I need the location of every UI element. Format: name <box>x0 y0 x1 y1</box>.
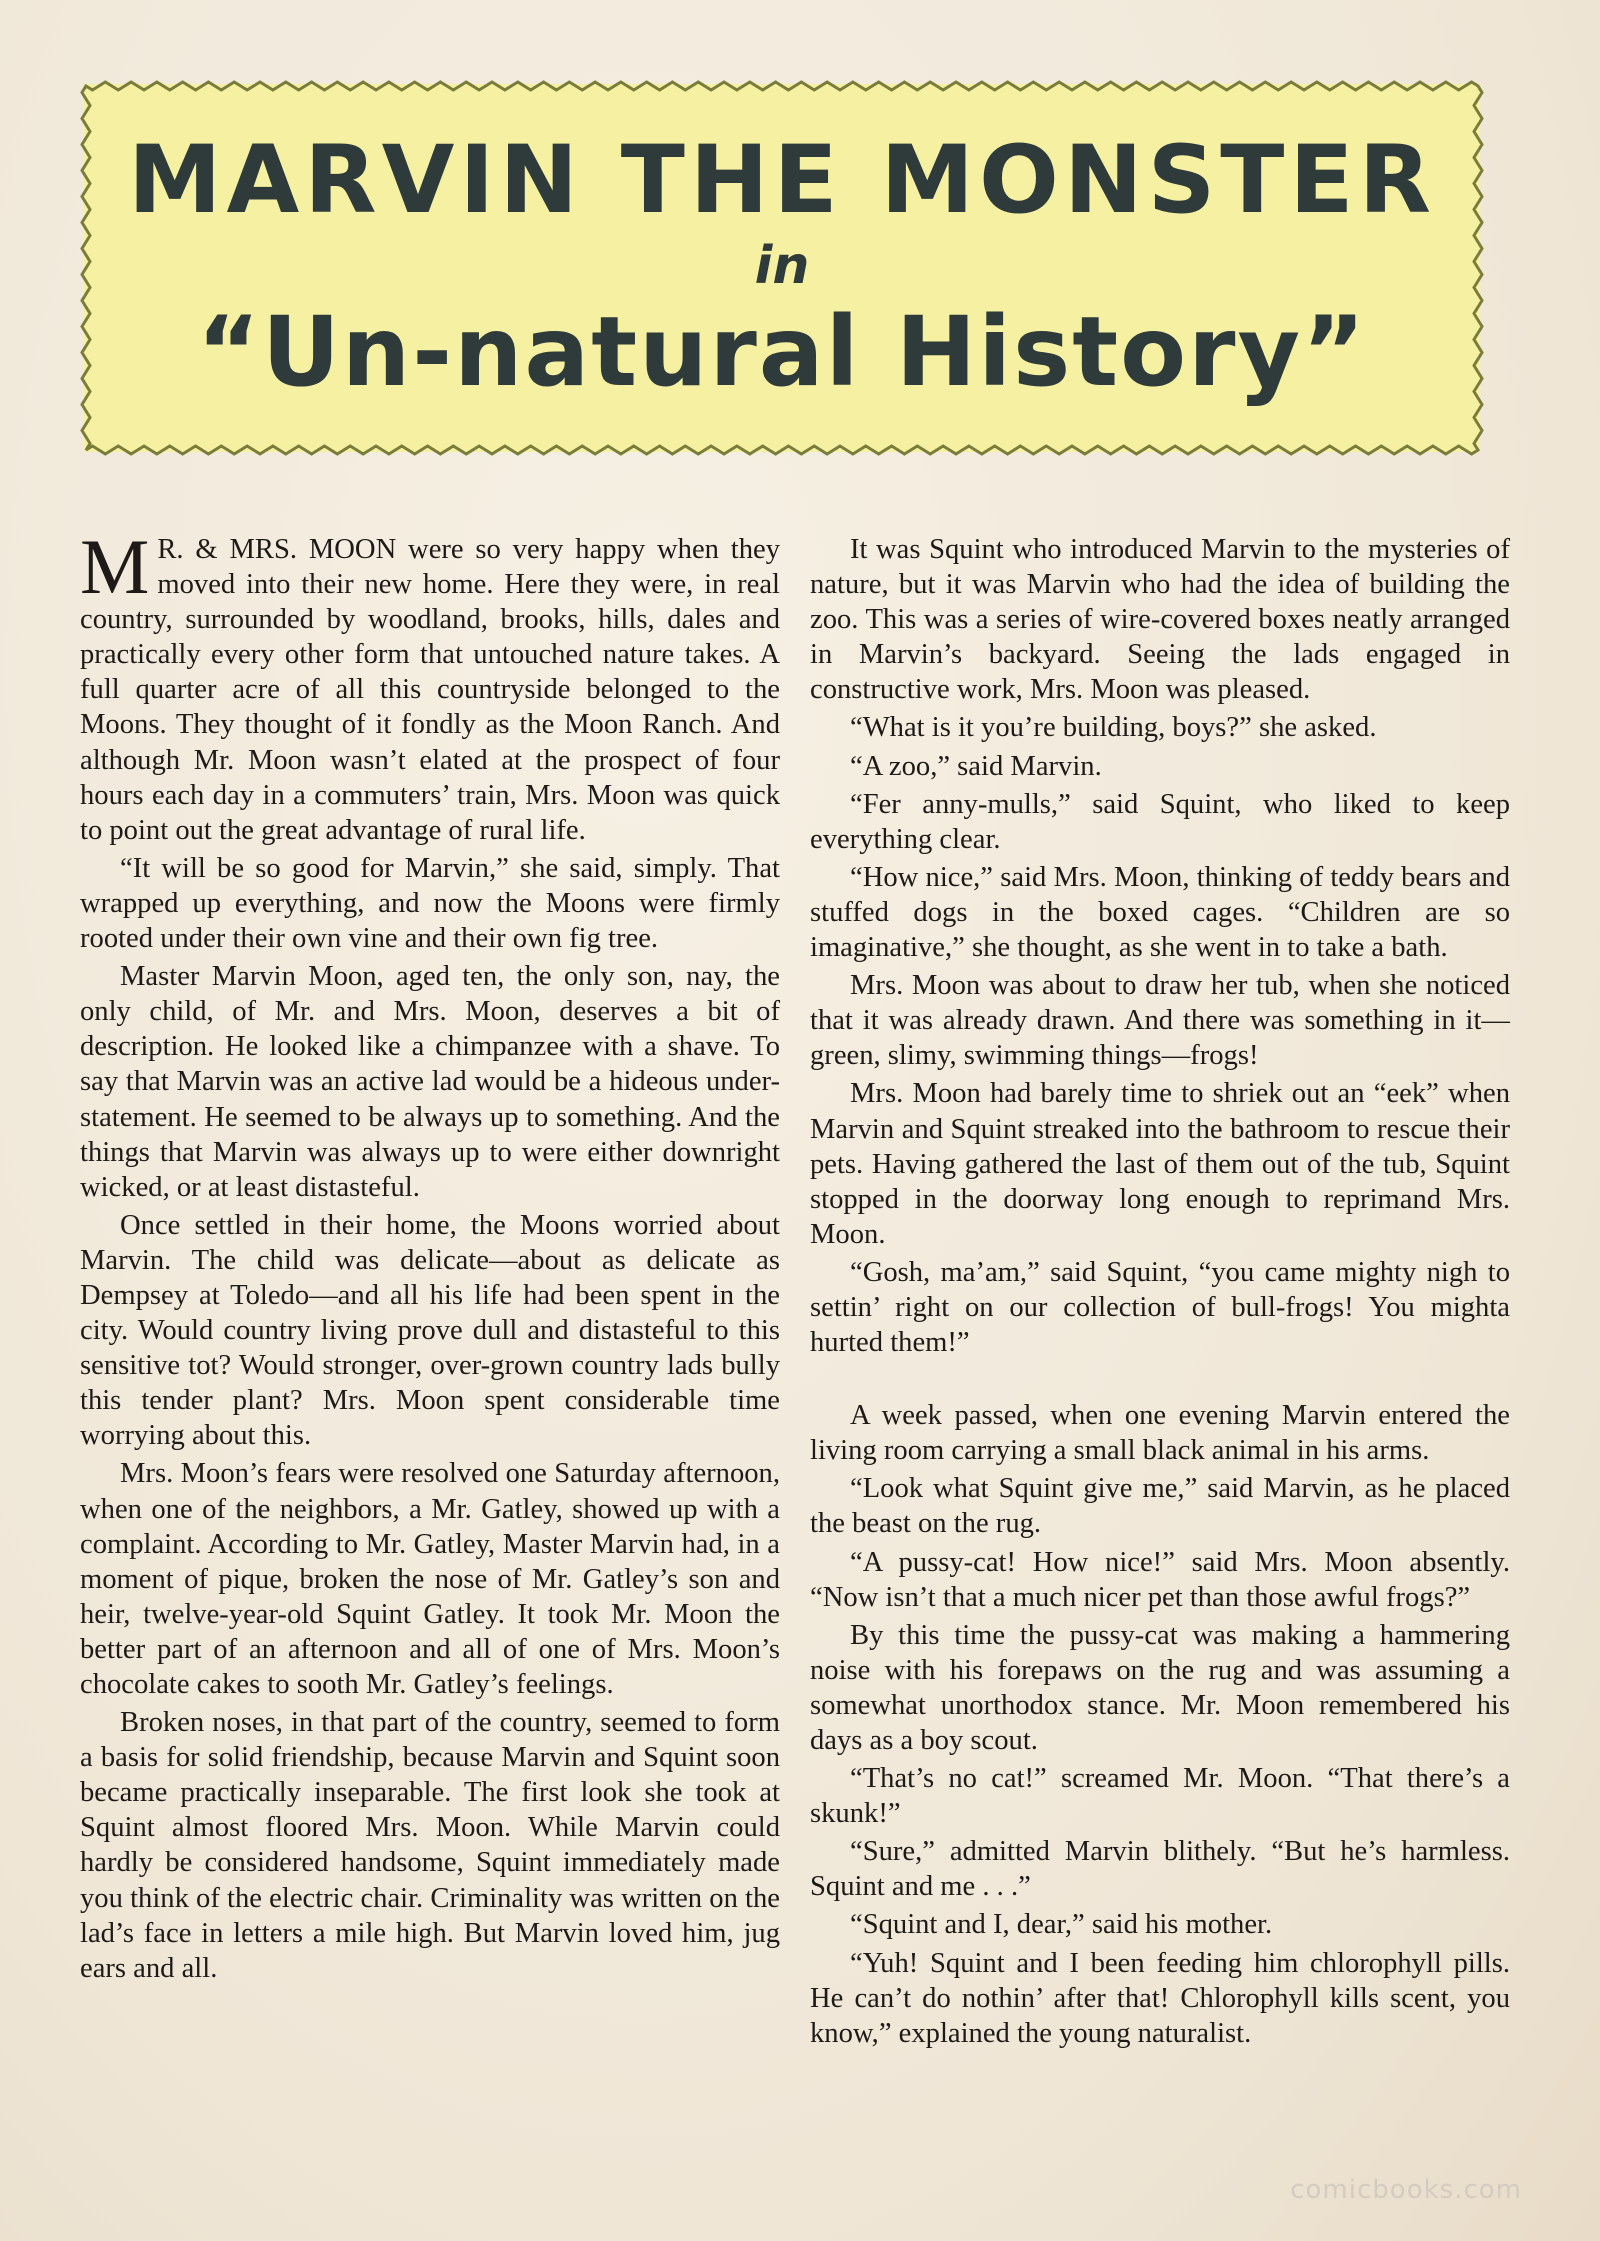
paragraph: By this time the pussy-cat was making a hammering noise with his forepaws on the rug and was assuming a somewhat unorthodox stance. Mr. Moon remembered his days as a boy scout. <box>810 1619 1510 1756</box>
story-title-line-2: in <box>754 236 810 296</box>
paragraph: It was Squint who introduced Marvin to the mysteries of nature, but it was Marvin who had the idea of building the zoo. This was a series of wire-covered boxes neatly arranged in Marvin’s backyard. Seeing the lads engaged in constructive work, Mrs. Moon was pleased. <box>810 534 1510 706</box>
paragraph: “It will be so good for Marvin,” she said, simply. That wrapped up everything, and now the Moons were firmly rooted under their own vine and their own fig tree. <box>80 852 780 955</box>
text-column-right <box>810 532 1510 2054</box>
paragraph: “How nice,” said Mrs. Moon, thinking of teddy bears and stuffed dogs in the boxed cages. “Children are so imaginative,” she thought, as she went in to take a bath. <box>810 861 1510 964</box>
paragraph: Mrs. Moon had barely time to shriek out an “eek” when Marvin and Squint streaked into the bathroom to rescue their pets. Having gathered the last of them out of the tub, Squint stopped in the doorway long enough to reprimand Mrs. Moon. <box>810 1078 1510 1250</box>
paragraph: “Sure,” admitted Marvin blithely. “But he’s harmless. Squint and me . . .” <box>810 1836 1510 1903</box>
paragraph: “A pussy-cat! How nice!” said Mrs. Moon absently. “Now isn’t that a much nicer pet than those awful frogs?” <box>810 1546 1510 1613</box>
paragraph: “Gosh, ma’am,” said Squint, “you came mighty nigh to settin’ right on our collection of bull-frogs! You mighta hurted them!” <box>810 1256 1510 1359</box>
paragraph: Once settled in their home, the Moons worried about Marvin. The child was delicate—about as delicate as Dempsey at Toledo—and all his life had been spent in the city. Would country living prove dull and distasteful to this sensitive tot? Would stronger, over-grown country lads bully this tender plant? Mrs. Moon spent considerable time worrying about this. <box>80 1209 780 1452</box>
story-title-line-1: MARVIN THE MONSTER <box>127 126 1437 235</box>
text-column-left <box>80 523 780 1989</box>
drop-cap: M <box>80 523 150 610</box>
paragraph-text: R. & MRS. MOON were so very happy when they moved into their new home. Here they were, in real country, surrounded by woodland, brooks, hills, dales and practically every other form that untouched nature takes. A full quarter acre of all this countryside belonged to the Moons. They thought of it fondly as the Moon Ranch. And although Mr. Moon wasn’t elated at the prospect of four hours each day in a commuters’ train, Mrs. Moon was quick to point out the great advantage of rural life. <box>80 534 780 846</box>
story-title-line-3: “Un-natural History” <box>196 296 1368 408</box>
paragraph: “Yuh! Squint and I been feeding him chlorophyll pills. He can’t do nothin’ after that! Chlorophyll kills scent, you know,” explained the young naturalist. <box>810 1947 1510 2049</box>
paragraph: “Fer anny-mulls,” said Squint, who liked to keep everything clear. <box>810 788 1510 855</box>
paragraph: “A zoo,” said Marvin. <box>850 750 1102 782</box>
paragraph: “Squint and I, dear,” said his mother. <box>850 1909 1273 1941</box>
paragraph <box>80 523 780 848</box>
paragraph: “What is it you’re building, boys?” she asked. <box>850 712 1377 744</box>
paragraph: Broken noses, in that part of the country, seemed to form a basis for solid friendship, because Marvin and Squint soon became practically inseparable. The first look she took at Squint almost floored Mrs. Moon. While Marvin could hardly be considered handsome, Squint immediately made you think of the electric chair. Criminality was written on the lad’s face in letters a mile high. But Marvin loved him, jug ears and all. <box>80 1707 780 1984</box>
paragraph: “That’s no cat!” screamed Mr. Moon. “That there’s a skunk!” <box>810 1763 1510 1830</box>
watermark: comicbooks.com <box>1290 2175 1522 2205</box>
paragraph: Mrs. Moon’s fears were resolved one Saturday afternoon, when one of the neighbors, a Mr. Gatley, showed up with a complaint. According to Mr. Gatley, Master Marvin had, in a moment of pique, broken the nose of Mr. Gatley’s son and heir, twelve-year-old Squint Gatley. It took Mr. Moon the better part of an afternoon and all of one of Mrs. Moon’s chocolate cakes to sooth Mr. Gatley’s feelings. <box>80 1458 780 1700</box>
paragraph: Mrs. Moon was about to draw her tub, when she noticed that it was already drawn. And there was something in it—green, slimy, swimming things—frogs! <box>810 970 1510 1072</box>
paragraph: Master Marvin Moon, aged ten, the only son, nay, the only child, of Mr. and Mrs. Moon, deserves a bit of description. He looked like a chimpanzee with a shave. To say that Marvin was an active lad would be a hideous under-statement. He seemed to be always up to something. And the things that Marvin was always up to were either downright wicked, or at least distasteful. <box>80 961 780 1203</box>
paragraph: A week passed, when one evening Marvin entered the living room carrying a small black animal in his arms. <box>810 1400 1510 1467</box>
title-box <box>78 78 1486 458</box>
paragraph: “Look what Squint give me,” said Marvin, as he placed the beast on the rug. <box>810 1473 1510 1540</box>
